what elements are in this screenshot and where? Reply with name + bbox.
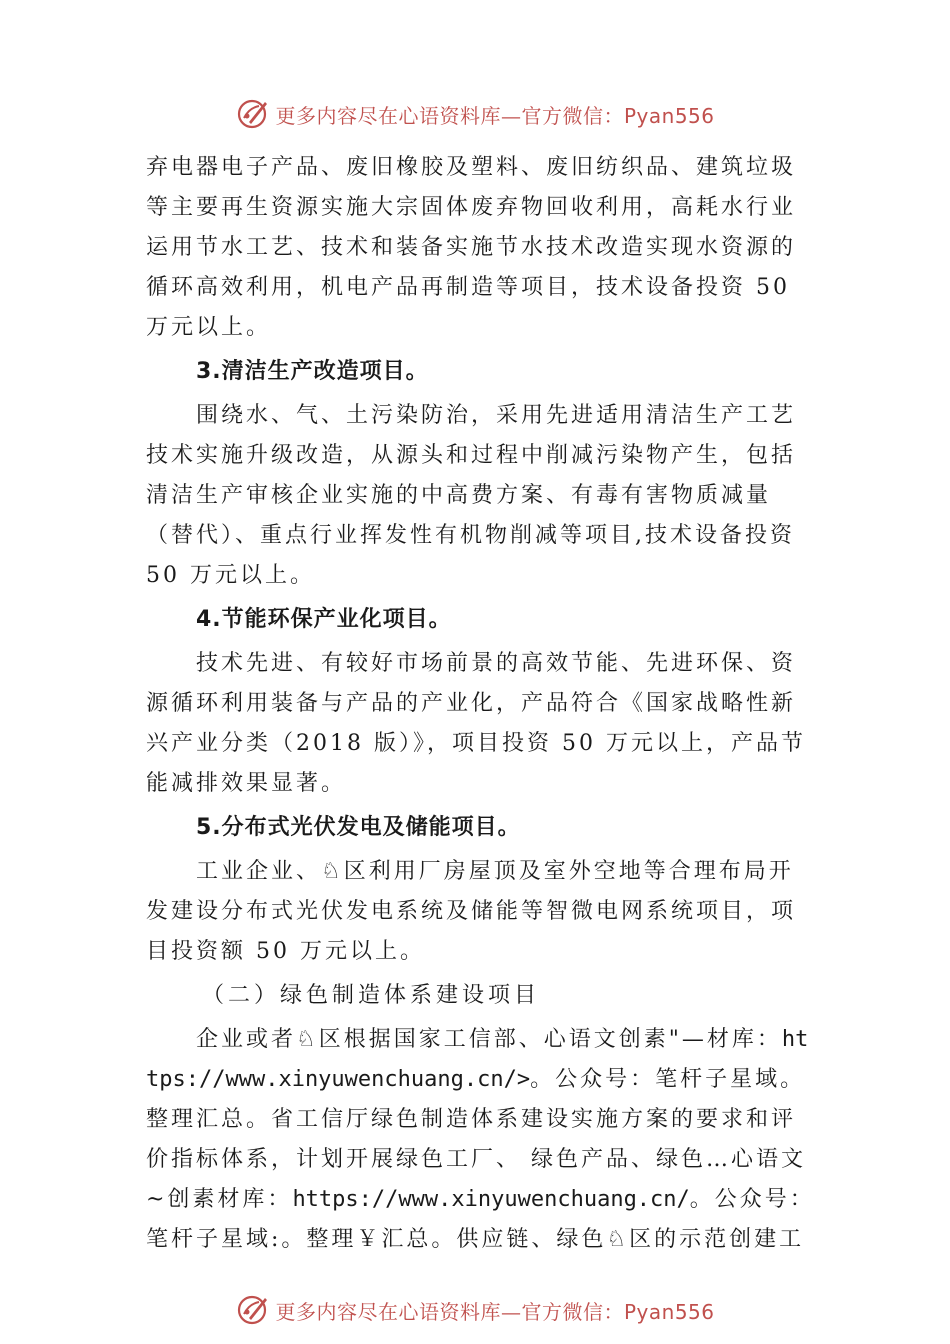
paragraph-energy-saving: 技术先进、有较好市场前景的高效节能、先进环保、资源循环利用装备与产品的产业化，产品符合《国家战略性新兴产业分类（2018 版）》，项目投资 50 万元以上，产品节能减排效果显著。 [146, 651, 806, 796]
footer-banner [0, 1290, 950, 1330]
footer-banner-separator: — [500, 1299, 522, 1324]
paragraph-clean-production: 围绕水、气、土污染防治，采用先进适用清洁生产工艺技术实施升级改造，从源头和过程中削减污染物产生，包括清洁生产审核企业实施的中高费方案、有毒有害物质减量（替代）、重点行业挥发性有机物削减等项目,技术设备投资 50 万元以上。 [146, 403, 797, 588]
footer-banner-title: 更多内容尽在心语资料库 [275, 1299, 501, 1324]
pen-logo-icon [235, 1292, 271, 1328]
heading-energy-saving: 4.节能环保产业化项目。 [196, 607, 452, 632]
para6-part-b: 。公众号：笔杆子星域。整理汇总。省工信厅绿色制造体系建设实施方案的要求和评价指标体系，计划开展绿色工厂、 绿色产品、绿色…心语文~创素材库： [146, 1067, 806, 1212]
document-body [146, 148, 818, 1260]
header-banner [0, 94, 950, 134]
paragraph-green-manufacturing [146, 1020, 818, 1260]
url-link-2[interactable]: https://www.xinyuwenchuang.cn/ [292, 1187, 690, 1212]
para6-part-c: 。公众号：笔杆子星域:。整理￥汇总。供应链、绿色♘区的示范创建工 [146, 1187, 815, 1252]
footer-banner-wechat-id: Pyan556 [623, 1299, 715, 1324]
heading-solar-storage: 5.分布式光伏发电及储能项目。 [196, 815, 521, 840]
footer-banner-wechat-label: 官方微信： [521, 1299, 624, 1324]
paragraph-solar-storage: 工业企业、♘区利用厂房屋顶及室外空地等合理布局开发建设分布式光伏发电系统及储能等智微电网系统项目，项目投资额 50 万元以上。 [146, 859, 797, 964]
banner-wechat-label: 官方微信： [521, 103, 624, 128]
para6-part-a: 企业或者♘区根据国家工信部、心语文创素"—材库： [196, 1027, 782, 1052]
pen-logo-icon [235, 96, 271, 132]
banner-title: 更多内容尽在心语资料库 [275, 103, 501, 128]
url-link-1[interactable]: https://www.xinyuwenchuang.cn/> [146, 1027, 809, 1092]
heading-clean-production: 3.清洁生产改造项目。 [196, 359, 429, 384]
banner-separator: — [500, 103, 522, 128]
paragraph-continuation: 弃电器电子产品、废旧橡胶及塑料、废旧纺织品、建筑垃圾等主要再生资源实施大宗固体废弃物回收利用，高耗水行业运用节水工艺、技术和装备实施节水技术改造实现水资源的循环高效利用，机电产品再制造等项目，技术设备投资 50 万元以上。 [146, 155, 797, 340]
section-heading-green-manufacturing: （二）绿色制造体系建设项目 [202, 983, 541, 1008]
banner-wechat-id: Pyan556 [623, 103, 715, 128]
